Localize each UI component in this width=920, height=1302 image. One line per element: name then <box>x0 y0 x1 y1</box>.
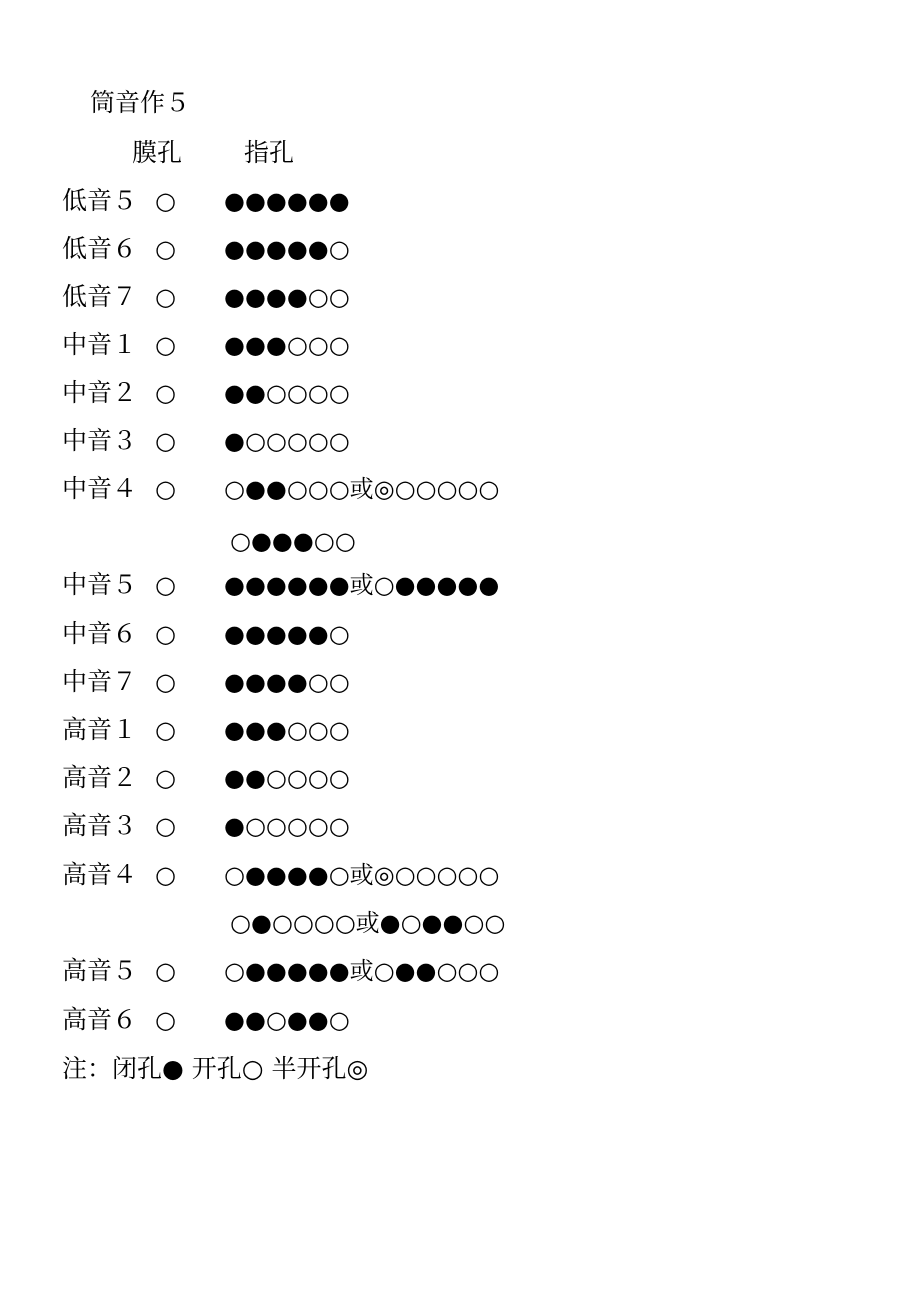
membrane-hole-symbol: ○ <box>155 475 176 503</box>
membrane-hole-symbol: ○ <box>155 379 176 407</box>
note-name: 低音７ <box>62 282 138 311</box>
note-name: 低音６ <box>62 234 138 263</box>
note-name: 中音１ <box>62 330 138 359</box>
fingering-pattern: ●●●○○○ <box>224 331 350 359</box>
fingering-pattern: ○●●○○○或◎○○○○○ <box>224 475 500 503</box>
note-name: 高音６ <box>62 1005 138 1034</box>
fingering-pattern: ●●○○○○ <box>224 764 350 792</box>
membrane-hole-header: 膜孔 <box>132 138 183 167</box>
fingering-pattern: ○●●●●○或◎○○○○○ <box>224 861 500 889</box>
note-name: 高音２ <box>62 763 138 792</box>
note-name: 高音３ <box>62 811 138 840</box>
fingering-pattern: ○●●●●●或○●●○○○ <box>224 957 500 985</box>
membrane-hole-symbol: ○ <box>155 716 176 744</box>
note-name: 高音１ <box>62 715 138 744</box>
chart-title: 筒音作５ <box>90 88 191 117</box>
fingering-pattern: ●●●●○○ <box>224 283 350 311</box>
fingering-pattern: ●●●●●○ <box>224 620 350 648</box>
fingering-pattern: ●●●●○○ <box>224 668 350 696</box>
membrane-hole-symbol: ○ <box>155 283 176 311</box>
note-name: 高音４ <box>62 860 138 889</box>
fingering-pattern: ●○○○○○ <box>224 812 350 840</box>
note-name: 中音６ <box>62 619 138 648</box>
legend-footnote: 注：闭孔● 开孔○ 半开孔◎ <box>62 1054 369 1083</box>
fingering-pattern: ●●○○○○ <box>224 379 350 407</box>
fingering-pattern: ●●●●●○ <box>224 235 350 263</box>
note-name: 中音２ <box>62 378 138 407</box>
note-name: 中音５ <box>62 570 138 599</box>
membrane-hole-symbol: ○ <box>155 620 176 648</box>
membrane-hole-symbol: ○ <box>155 764 176 792</box>
membrane-hole-symbol: ○ <box>155 187 176 215</box>
membrane-hole-symbol: ○ <box>155 235 176 263</box>
membrane-hole-symbol: ○ <box>155 331 176 359</box>
membrane-hole-symbol: ○ <box>155 571 176 599</box>
note-name: 中音４ <box>62 474 138 503</box>
membrane-hole-symbol: ○ <box>155 427 176 455</box>
finger-holes-header: 指孔 <box>244 138 295 167</box>
fingering-pattern: ●●●●●●或○●●●●● <box>224 571 500 599</box>
membrane-hole-symbol: ○ <box>155 1006 176 1034</box>
note-name: 低音５ <box>62 186 138 215</box>
fingering-pattern: ●○○○○○ <box>224 427 350 455</box>
fingering-alternate-pattern: ○●○○○○或●○●●○○ <box>230 909 506 937</box>
fingering-pattern: ●●○●●○ <box>224 1006 350 1034</box>
note-name: 中音３ <box>62 426 138 455</box>
membrane-hole-symbol: ○ <box>155 861 176 889</box>
membrane-hole-symbol: ○ <box>155 812 176 840</box>
fingering-alternate-pattern: ○●●●○○ <box>230 527 356 555</box>
note-name: 中音７ <box>62 667 138 696</box>
membrane-hole-symbol: ○ <box>155 957 176 985</box>
fingering-pattern: ●●●○○○ <box>224 716 350 744</box>
note-name: 高音５ <box>62 956 138 985</box>
fingering-pattern: ●●●●●● <box>224 187 350 215</box>
membrane-hole-symbol: ○ <box>155 668 176 696</box>
